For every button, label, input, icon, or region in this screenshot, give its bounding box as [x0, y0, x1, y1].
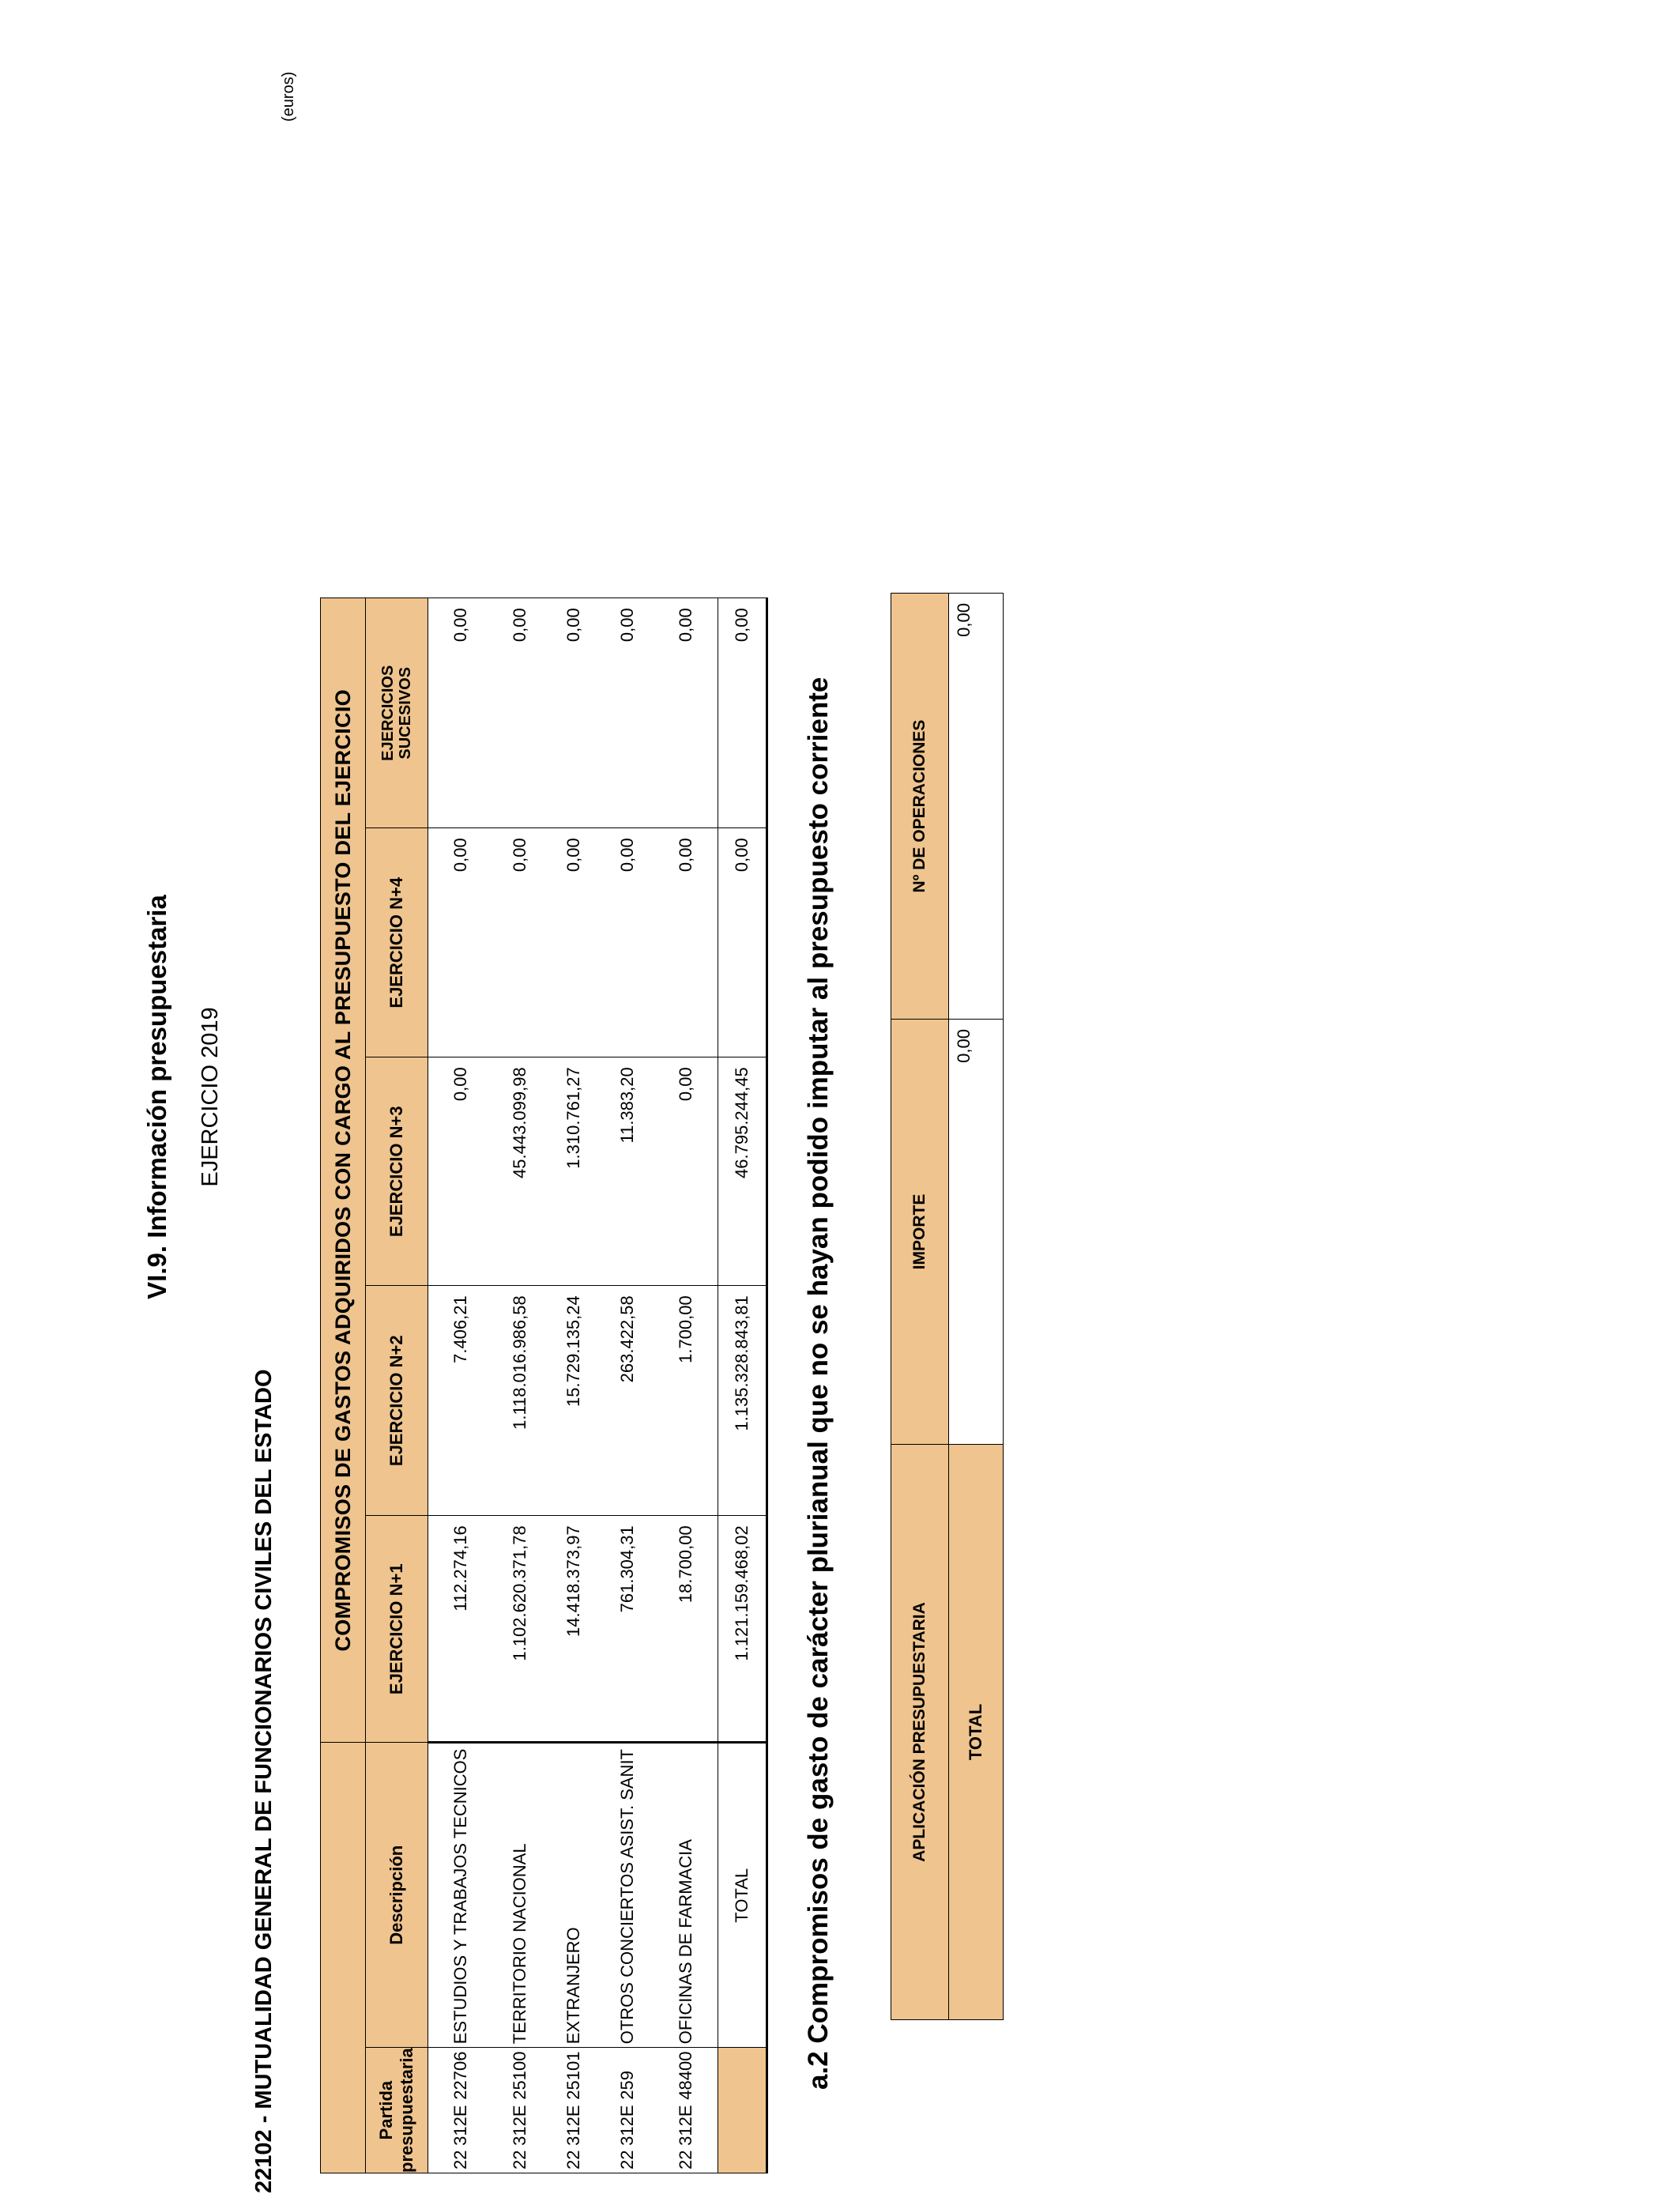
n2-cell: 263.422,58 — [601, 1286, 654, 1516]
table-row — [493, 598, 547, 2173]
header-ejercicio-n4: EJERCICIO N+4 — [366, 828, 428, 1057]
header-blank — [321, 1743, 366, 2173]
table-row — [547, 598, 601, 2173]
sucesivos-cell: 0,00 — [654, 598, 718, 828]
seccion: 22 — [617, 2150, 637, 2169]
descripcion-cell: ESTUDIOS Y TRABAJOS TECNICOS — [428, 1743, 494, 2048]
total-operaciones: 0,00 — [949, 594, 1004, 1020]
partida-cell — [428, 2048, 494, 2173]
seccion: 22 — [563, 2150, 583, 2169]
total-row — [949, 594, 1004, 2020]
n1-cell: 112.274,16 — [428, 1516, 494, 1743]
n3-cell: 1.310.761,27 — [547, 1057, 601, 1286]
header-aplicacion: APLICACIÓN PRESUPUESTARIA — [891, 1445, 949, 2020]
n1-cell: 14.418.373,97 — [547, 1516, 601, 1743]
total-n3: 46.795.244,45 — [718, 1057, 767, 1286]
total-n2: 1.135.328.843,81 — [718, 1286, 767, 1516]
seccion: 22 — [510, 2150, 529, 2169]
n3-cell: 0,00 — [428, 1057, 494, 1286]
entity-title: 22102 - MUTUALIDAD GENERAL DE FUNCIONARIOS CIVILES DEL ESTADO — [251, 1369, 277, 2193]
table-row — [601, 598, 654, 2173]
n4-cell: 0,00 — [428, 828, 494, 1057]
uncharged-commitments-table — [891, 593, 1004, 2020]
header-operaciones: Nº DE OPERACIONES — [891, 594, 949, 1020]
n3-cell: 0,00 — [654, 1057, 718, 1286]
table-row — [428, 598, 494, 2173]
programa: 312E — [676, 2105, 695, 2146]
n4-cell: 0,00 — [654, 828, 718, 1057]
group-header: COMPROMISOS DE GASTOS ADQUIRIDOS CON CARGO AL PRESUPUESTO DEL EJERCICIO — [321, 598, 366, 1743]
concepto: 259 — [617, 2071, 637, 2100]
partida-cell — [601, 2048, 654, 2173]
concepto: 25100 — [510, 2051, 529, 2100]
n4-cell: 0,00 — [493, 828, 547, 1057]
total-sucesivos: 0,00 — [718, 598, 767, 828]
sucesivos-cell: 0,00 — [601, 598, 654, 828]
descripcion-cell: OFICINAS DE FARMACIA — [654, 1743, 718, 2048]
n1-cell: 761.304,31 — [601, 1516, 654, 1743]
n2-cell: 15.729.135,24 — [547, 1286, 601, 1516]
header-ejercicio-n3: EJERCICIO N+3 — [366, 1057, 428, 1286]
total-row — [718, 598, 767, 2173]
total-n1: 1.121.159.468,02 — [718, 1516, 767, 1743]
sucesivos-cell: 0,00 — [428, 598, 494, 828]
currency-note: (euros) — [280, 71, 297, 122]
commitments-table — [320, 598, 768, 2173]
concepto: 22706 — [450, 2051, 470, 2100]
concepto: 48400 — [676, 2051, 695, 2100]
programa: 312E — [563, 2105, 583, 2146]
total-n4: 0,00 — [718, 828, 767, 1057]
total-label: TOTAL — [949, 1445, 1004, 2020]
partida-cell — [547, 2048, 601, 2173]
n2-cell: 1.118.016.986,58 — [493, 1286, 547, 1516]
descripcion-cell: TERRITORIO NACIONAL — [493, 1743, 547, 2048]
seccion: 22 — [676, 2150, 695, 2169]
n2-cell: 7.406,21 — [428, 1286, 494, 1516]
header-ejercicios-sucesivos: EJERCICIOS SUCESIVOS — [366, 598, 428, 828]
n3-cell: 45.443.099,98 — [493, 1057, 547, 1286]
programa: 312E — [510, 2105, 529, 2146]
fiscal-year-label: EJERCICIO 2019 — [198, 1007, 223, 1187]
n1-cell: 1.102.620.371,78 — [493, 1516, 547, 1743]
n2-cell: 1.700,00 — [654, 1286, 718, 1516]
n1-cell: 18.700,00 — [654, 1516, 718, 1743]
section-a2-title: a.2 Compromisos de gasto de carácter plurianual que no se hayan podido imputar al presupuesto corriente — [803, 677, 834, 2090]
page-title: VI.9. Información presupuestaria — [142, 895, 171, 1299]
concepto: 25101 — [563, 2051, 583, 2100]
header-importe: IMPORTE — [891, 1020, 949, 1445]
descripcion-cell: EXTRANJERO — [547, 1743, 601, 2048]
descripcion-cell: OTROS CONCIERTOS ASIST. SANIT — [601, 1743, 654, 2048]
programa: 312E — [617, 2105, 637, 2146]
n4-cell: 0,00 — [601, 828, 654, 1057]
programa: 312E — [450, 2105, 470, 2146]
header-partida: Partida presupuestaria — [366, 2048, 428, 2173]
table-row — [654, 598, 718, 2173]
header-descripcion: Descripción — [366, 1743, 428, 2048]
n3-cell: 11.383,20 — [601, 1057, 654, 1286]
n4-cell: 0,00 — [547, 828, 601, 1057]
partida-cell — [493, 2048, 547, 2173]
header-ejercicio-n1: EJERCICIO N+1 — [366, 1516, 428, 1743]
total-blank — [718, 2048, 767, 2173]
total-label: TOTAL — [718, 1743, 767, 2048]
total-importe: 0,00 — [949, 1020, 1004, 1445]
header-ejercicio-n2: EJERCICIO N+2 — [366, 1286, 428, 1516]
sucesivos-cell: 0,00 — [493, 598, 547, 828]
sucesivos-cell: 0,00 — [547, 598, 601, 828]
partida-cell — [654, 2048, 718, 2173]
seccion: 22 — [450, 2150, 470, 2169]
